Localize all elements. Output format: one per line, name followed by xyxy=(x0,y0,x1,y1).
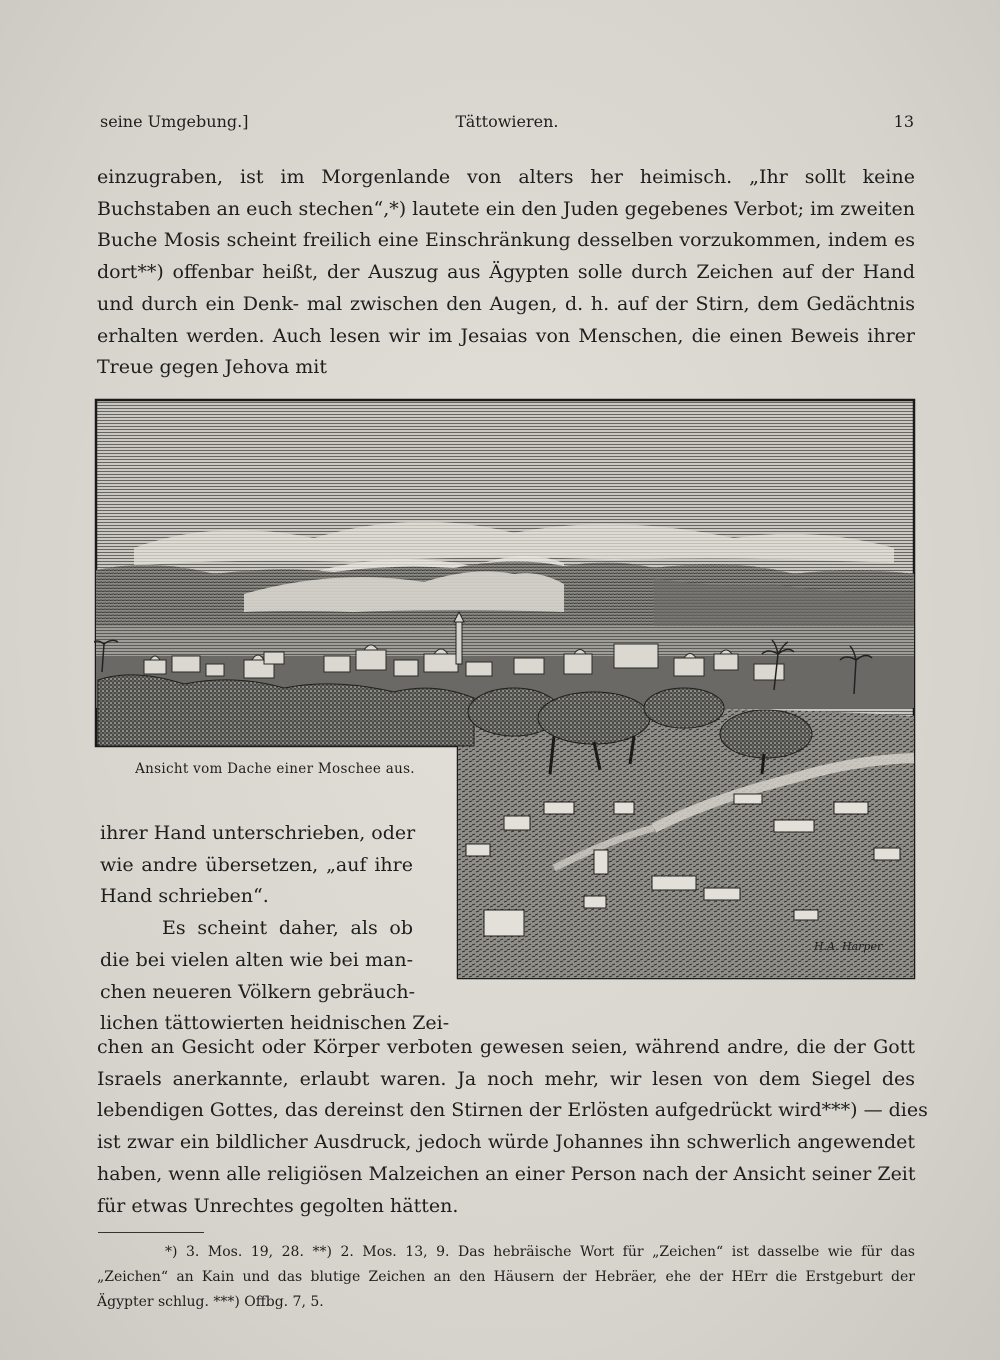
text-line: wie andre übersetzen, „auf ihre xyxy=(100,853,413,876)
top-paragraph: einzugraben, ist im Morgenlande von alters her heimisch. „Ihr sollt keine Buchstaben an euch stechen“,*) lautete ein den Juden gegebenes Verbot; im zweiten Buche Mosis scheint freilich eine Einschränkung desselben vorzukommen, indem es dort**) offenbar heißt, der Auszug aus Ägypten solle durch Zeichen auf der Hand und durch ein Denk- mal zwischen den Augen, d. h. auf der Stirn, dem Gedächtnis erhalten werden. Auch lesen wir im Jesaias von Menschen, die einen Beweis ihrer Treue gegen Jehova mit xyxy=(97,166,915,379)
text-line: lichen tättowierten heidnischen Zei- xyxy=(100,1012,450,1035)
text-line: haben, wenn alle religiösen Malzeichen an einer Person nach der Ansicht seiner Zeit xyxy=(97,1162,916,1185)
footnote-line: *) 3. Mos. 19, 28. **) 2. Mos. 13, 9. Das hebräische Wort für „Zeichen“ ist dasselbe wie für das xyxy=(165,1244,915,1260)
text-line: chen neueren Völkern gebräuch- xyxy=(100,980,416,1003)
running-head xyxy=(100,112,914,138)
text-line: chen an Gesicht oder Körper verboten gewesen seien, während andre, die der Gott xyxy=(97,1036,915,1058)
text-line: die bei vielen alten wie bei man- xyxy=(100,948,413,971)
footnote-line: „Zeichen“ an Kain und das blutige Zeichen an den Häusern der Hebräer, ehe der HErr die Erstgeburt der xyxy=(97,1269,915,1285)
text-line: ist zwar ein bildlicher Ausdruck, jedoch würde Johannes ihn schwerlich angewendet xyxy=(97,1131,915,1154)
text-line: Hand schrieben“. xyxy=(100,885,269,908)
text-line: Israels anerkannte, erlaubt waren. Ja noch mehr, wir lesen von dem Siegel des xyxy=(97,1067,915,1090)
text-line: Es scheint daher, als ob xyxy=(162,917,413,940)
text-line: lebendigen Gottes, das dereinst den Stirnen der Erlösten aufgedrückt wird***) — dies xyxy=(97,1099,928,1122)
bottom-paragraph xyxy=(97,1032,928,1222)
figure-caption: Ansicht vom Dache einer Moschee aus. xyxy=(135,761,415,777)
running-head-title: Tättowieren. xyxy=(455,112,559,131)
footnote-line: Ägypter schlug. ***) Offbg. 7, 5. xyxy=(97,1294,324,1310)
text-beside-figure xyxy=(100,818,450,1040)
footnotes xyxy=(97,1240,915,1315)
artist-signature: H.A. Harper xyxy=(814,940,883,953)
running-head-left: seine Umgebung.] xyxy=(100,112,249,131)
text-line: für etwas Unrechtes gegolten hätten. xyxy=(97,1194,459,1217)
footnote-rule xyxy=(98,1232,204,1233)
page-number: 13 xyxy=(893,112,914,131)
text-line: ihrer Hand unterschrieben, oder xyxy=(100,822,416,844)
